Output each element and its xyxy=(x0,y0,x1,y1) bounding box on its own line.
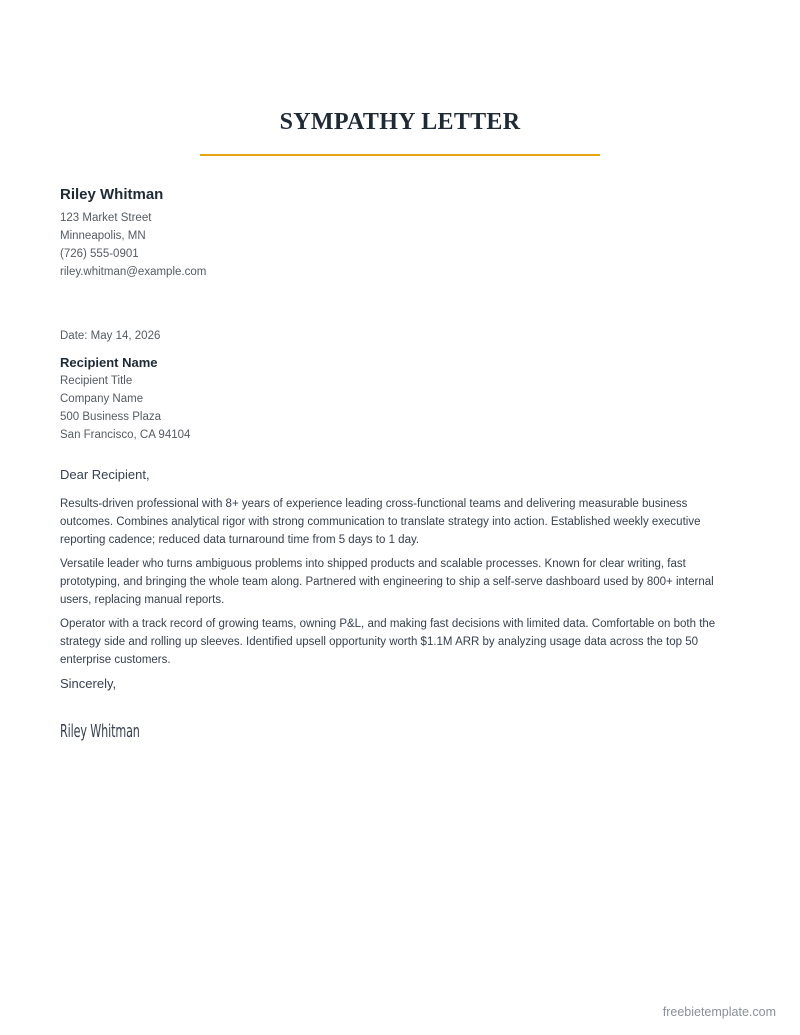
closing: Sincerely, xyxy=(60,676,117,691)
sender-name: Riley Whitman xyxy=(60,186,164,203)
recipient-city: San Francisco, CA 94104 xyxy=(60,429,191,441)
sender-block xyxy=(60,185,740,281)
title-divider xyxy=(200,154,600,156)
recipient-name: Recipient Name xyxy=(60,355,158,370)
recipient-company: Company Name xyxy=(60,393,144,405)
sender-email: riley.whitman@example.com xyxy=(60,266,207,278)
recipient-block xyxy=(60,354,740,444)
salutation: Dear Recipient, xyxy=(60,467,150,482)
sender-street: 123 Market Street xyxy=(60,212,152,224)
recipient-street: 500 Business Plaza xyxy=(60,411,162,423)
body-paragraph: Versatile leader who turns ambiguous problems into shipped products and scalable processes. Known for clear writing, fast prototyping, and bringing the whole team along. Partnered with engineering to ship a self-serve dashboard used by 800+ internal users, replacing manual reports. xyxy=(60,558,714,606)
body-paragraph: Operator with a track record of growing teams, owning P&L, and making fast decisions with limited data. Comfortable on both the strategy side and rolling up sleeves. Identified upsell opportunity worth $1.1M ARR by analyzing usage data across the top 50 enterprise customers. xyxy=(60,618,716,666)
letter-date: Date: May 14, 2026 xyxy=(60,330,161,342)
recipient-title: Recipient Title xyxy=(60,375,133,387)
body-paragraph: Results-driven professional with 8+ years of experience leading cross-functional teams and delivering measurable business outcomes. Combines analytical rigor with strong communication to translate strategy into action. Established weekly executive reporting cadence; reduced data turnaround time from 5 days to 1 day. xyxy=(60,498,701,546)
letter-body xyxy=(60,495,740,693)
sender-city: Minneapolis, MN xyxy=(60,230,146,242)
footer-site: freebietemplate.com xyxy=(662,1005,776,1019)
signature: Riley Whitman xyxy=(60,721,140,742)
document-title: SYMPATHY LETTER xyxy=(279,109,521,135)
sender-phone: (726) 555-0901 xyxy=(60,248,139,260)
